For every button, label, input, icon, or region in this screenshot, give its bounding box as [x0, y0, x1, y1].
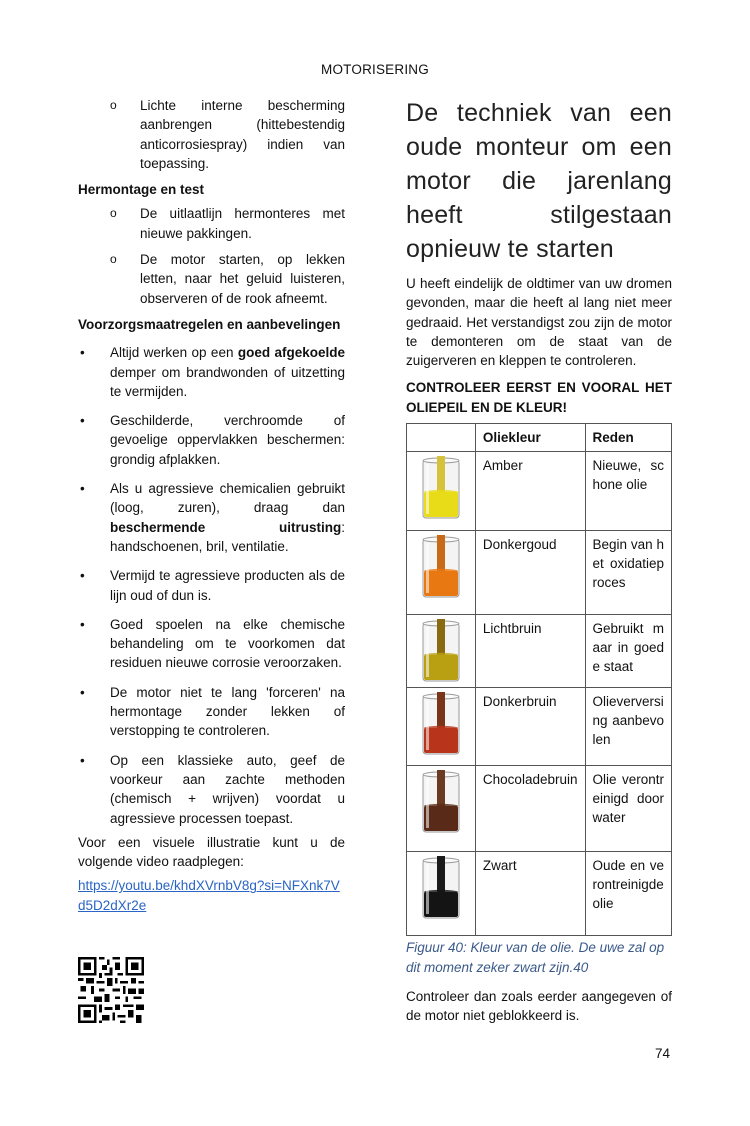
oil-glass-icon: [420, 456, 462, 520]
table-row: [407, 852, 672, 936]
oil-color-cell: Zwart: [475, 852, 585, 936]
oil-glass-icon: [420, 619, 462, 683]
reason-cell: Oude en verontreinigde olie: [585, 852, 672, 936]
running-header: MOTORISERING: [321, 62, 429, 77]
reason-cell: Gebruikt maar in goede staat: [585, 615, 672, 688]
oil-glass-icon: [420, 856, 462, 920]
list-item: • De motor niet te lang 'forceren' na hermontage zonder lekken of verstopping te controleren.: [78, 683, 345, 741]
column-header-color: Oliekleur: [475, 424, 585, 452]
table-row: [407, 766, 672, 852]
bullet-icon: •: [80, 481, 85, 497]
list-item: o Lichte interne bescherming aanbrengen (hittebestendig anticorrosiespray) indien van toepassing.: [78, 96, 345, 173]
qr-code-icon: [78, 957, 144, 1023]
circle-bullet-icon: o: [110, 252, 117, 267]
oil-color-cell: Lichtbruin: [475, 615, 585, 688]
oil-color-cell: Chocoladebruin: [475, 766, 585, 852]
reason-cell: Nieuwe, schone olie: [585, 452, 672, 531]
reason-cell: Olieverversing aanbevolen: [585, 688, 672, 766]
circle-bullet-icon: o: [110, 206, 117, 221]
bullet-icon: •: [80, 752, 85, 768]
table-header-row: [407, 424, 672, 452]
list-item: o De uitlaatlijn hermonteres met nieuwe pakkingen.: [78, 204, 345, 243]
intro-paragraph: U heeft eindelijk de oldtimer van uw dromen gevonden, maar die heeft al lang niet meer gedraaid. Het verstandigst zou zijn de motor te demonteren om de staat van de zuigerveren en kleppen te controleren.: [406, 276, 672, 369]
list-item: • Als u agressieve chemicalien gebruikt (loog, zuren), draag dan beschermende uitrusting: handschoenen, bril, ventilatie.: [78, 479, 345, 556]
left-column: [78, 96, 345, 915]
right-column: [406, 96, 672, 1026]
table-row: [407, 688, 672, 766]
oil-color-cell: Amber: [475, 452, 585, 531]
video-paragraph: Voor een visuele illustratie kunt u de volgende video raadplegen:: [78, 834, 345, 870]
table-row: [407, 452, 672, 531]
list-item: o De motor starten, op lekken letten, naar het geluid luisteren, observeren of de rook afneemt.: [78, 250, 345, 308]
table-row: [407, 615, 672, 688]
oil-color-cell: Donkergoud: [475, 531, 585, 615]
video-link[interactable]: https://youtu.be/khdXVrnbV8g?si=NFXnk7Vd5D2dXr2e: [78, 878, 340, 913]
reason-cell: Begin van het oxidatieproces: [585, 531, 672, 615]
bullet-icon: •: [80, 568, 85, 584]
oil-color-table: [406, 423, 672, 936]
bullet-icon: •: [80, 413, 85, 429]
list-item: • Op een klassieke auto, geef de voorkeur aan zachte methoden (chemisch + wrijven) voordat u agressieve processen toepast.: [78, 751, 345, 828]
oil-glass-icon: [420, 692, 462, 756]
section-heading: Voorzorgsmaatregelen en aanbevelingen: [78, 316, 341, 332]
list-item: • Goed spoelen na elke chemische behandeling om te voorkomen dat residuen nieuwe corrosie veroorzaken.: [78, 615, 345, 673]
list-item: • Vermijd te agressieve producten als de lijn oud of dun is.: [78, 566, 345, 605]
circle-bullet-icon: o: [110, 98, 117, 112]
bullet-icon: •: [80, 345, 85, 361]
table-row: [407, 531, 672, 615]
oil-glass-icon: [420, 535, 462, 599]
bullet-icon: •: [80, 684, 85, 700]
outro-paragraph: Controleer dan zoals eerder aangegeven of de motor niet geblokkeerd is.: [406, 989, 672, 1024]
bullet-icon: •: [80, 616, 85, 632]
list-item: • Altijd werken op een goed afgekoelde demper om brandwonden of uitzetting te vermijden.: [78, 343, 345, 401]
column-header-reason: Reden: [585, 424, 672, 452]
article-title: De techniek van een oude monteur om een motor die jarenlang heeft stilgestaan opnieuw te starten: [406, 99, 672, 263]
section-heading: Hermontage en test: [78, 182, 205, 198]
reason-cell: Olie verontreinigd door water: [585, 766, 672, 852]
oil-glass-icon: [420, 770, 462, 834]
list-item: • Geschilderde, verchroomde of gevoelige oppervlakken beschermen: grondig afplakken.: [78, 411, 345, 469]
figure-caption: Figuur 40: Kleur van de olie. De uwe zal op dit moment zeker zwart zijn.40: [406, 940, 665, 975]
check-heading: CONTROLEER EERST EN VOORAL HET OLIEPEIL EN DE KLEUR!: [406, 380, 672, 415]
page-number: 74: [654, 1046, 670, 1061]
oil-color-cell: Donkerbruin: [475, 688, 585, 766]
